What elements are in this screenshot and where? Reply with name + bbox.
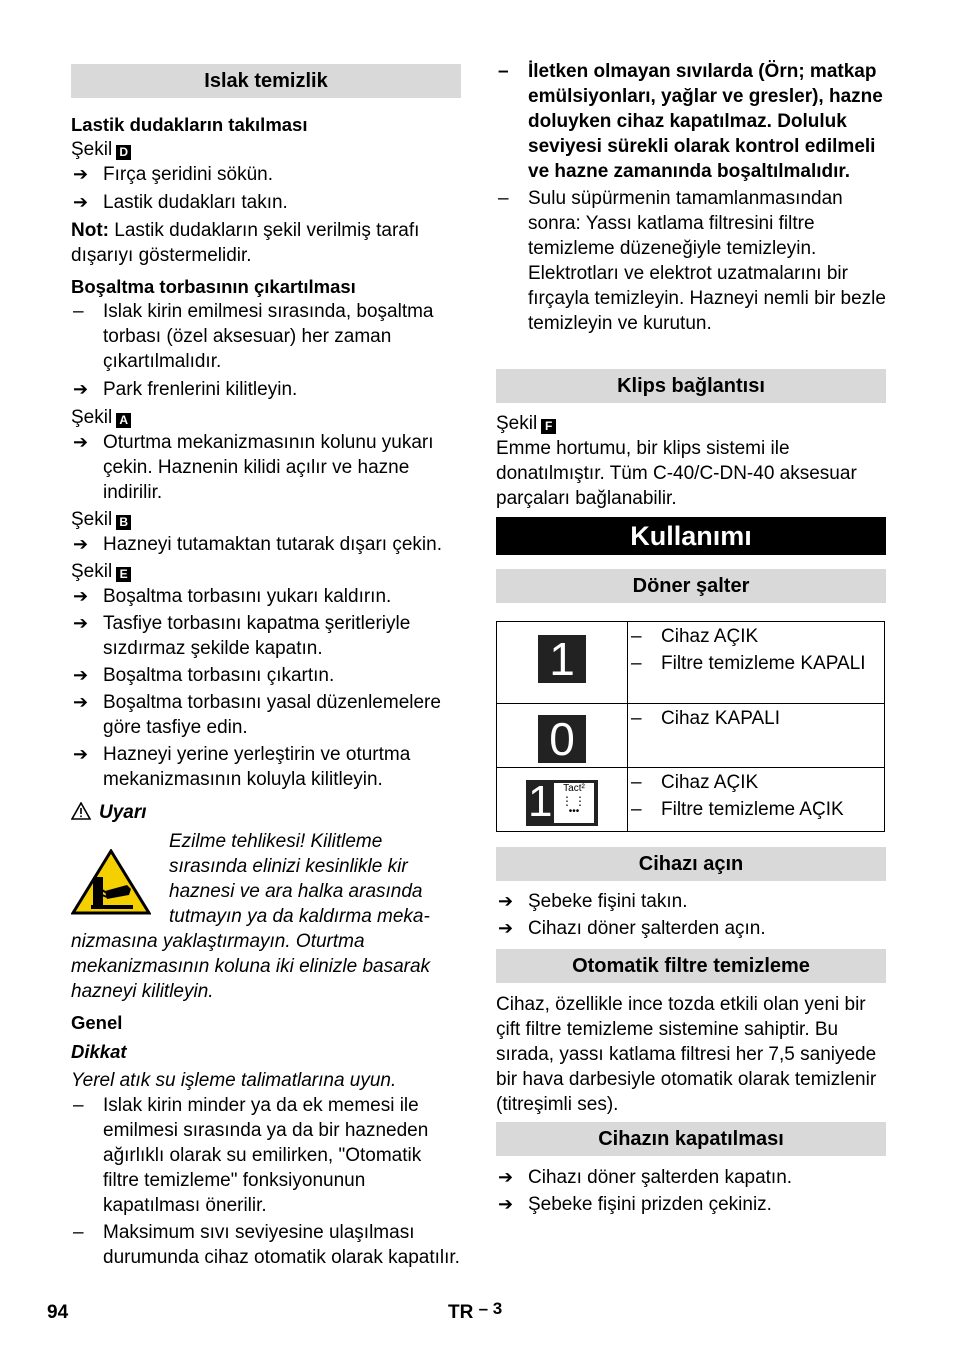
warning-triangle-icon <box>71 802 91 820</box>
step-item: ➔ Şebeke fişini takın. <box>498 891 688 912</box>
heading-general: Genel <box>71 1012 123 1033</box>
arrow-icon: ➔ <box>73 586 89 606</box>
figure-ref-f: Şekil F <box>496 411 886 436</box>
step-item: ➔ Boşaltma torbasını çıkartın. <box>73 665 335 686</box>
figure-ref-b: Şekil B <box>71 507 461 532</box>
step-item: ➔ Hazneyi yerine yerleştirin ve oturtma mekanizmasının koluyla kilitleyin. <box>73 744 411 790</box>
step-item: ➔ Boşaltma torbasını yasal düzenlemelere göre tasfiye edin. <box>73 692 441 738</box>
section-heading-switch: Döner şalter <box>496 569 886 603</box>
arrow-icon: ➔ <box>73 432 89 452</box>
section-heading-wet-cleaning: Islak temizlik <box>71 64 461 98</box>
switch-on-steps <box>496 889 886 941</box>
dash-item: – Maksimum sıvı seviyesine ulaşılması durumunda cihaz otomatik olarak kapatılır. <box>73 1222 460 1268</box>
step-item: ➔ Şebeke fişini prizden çekiniz. <box>498 1194 772 1215</box>
step-item: ➔ Cihazı döner şalterden açın. <box>498 918 766 939</box>
step-item: ➔ Fırça şeridini sökün. <box>73 164 274 185</box>
section-heading-clip: Klips bağlantısı <box>496 369 886 403</box>
crush-hazard-icon <box>71 849 151 915</box>
figure-ref-d: Şekil D <box>71 137 461 162</box>
dash-item: – Islak kirin minder ya da ek memesi ile emilmesi sırasında ya da bir hazneden ağırlıklı olarak su emilirken, "Otomatik filtre temizleme" fonksiyonunun kapatılması önerilir. <box>73 1095 429 1216</box>
warning-text-a: Ezilme tehlikesi! Kilitleme sırasında elinizi kesinlikle kir haznesi ve ara halka arasında tutmayın ya da kaldırma meka- <box>169 831 430 927</box>
auto-filter-text: Cihaz, özellikle ince tozda etkili olan yeni bir çift filtre temizleme sistemine sahiptir. Bu sırada, yassı katlama filtresi her 7,5 saniyede bir hava darbesiyle otomatik olarak temizlenir (titreşimli ses). <box>496 994 877 1115</box>
switch-table <box>496 621 885 832</box>
dash-item: – Islak kirin emilmesi sırasında, boşaltma torbası (özel aksesuar) her zaman çıkartılmalıdır. <box>73 301 434 372</box>
chapter-title-usage: Kullanımı <box>496 517 886 555</box>
arrow-icon: ➔ <box>498 1194 514 1214</box>
left-column-top <box>71 112 461 792</box>
step-item: ➔ Oturtma mekanizmasının kolunu yukarı çekin. Haznenin kilidi açılır ve hazne indirilir. <box>73 432 434 503</box>
switch-row: 0 – Cihaz KAPALI <box>497 704 885 768</box>
switch-symbol-1-tact: 1 Tact² ⋮⋮ ••• <box>526 780 598 826</box>
arrow-icon: ➔ <box>73 379 89 399</box>
arrow-icon: ➔ <box>498 918 514 938</box>
page-number: 94 <box>47 1302 69 1323</box>
arrow-icon: ➔ <box>498 891 514 911</box>
arrow-icon: ➔ <box>73 164 89 184</box>
note-paragraph: Not: Lastik dudakların şekil verilmiş tarafı dışarıyı göstermelidir. <box>71 220 420 266</box>
heading-rubber-lips: Lastik dudakların takılması <box>71 114 308 135</box>
caution-label: Dikkat <box>71 1041 127 1062</box>
section-heading-auto-filter: Otomatik filtre temizleme <box>496 949 886 983</box>
figure-ref-a: Şekil A <box>71 405 461 430</box>
step-item: ➔ Park frenlerini kilitleyin. <box>73 379 298 400</box>
heading-drain-bag: Boşaltma torbasının çıkartılması <box>71 276 356 297</box>
dash-item: – Sulu süpürmenin tamamlanmasından sonra: Yassı katlama filtresini filtre temizleme düzeneğiyle temizleyin. Elektrotları ve elektrot uzatmalarını bir fırçayla temizleyin. Hazneyi nemli bir bezle temizleyin ve kurutun. <box>498 188 886 334</box>
arrow-icon: ➔ <box>73 192 89 212</box>
footer-lang: TR – 3 <box>448 1299 503 1323</box>
section-heading-switch-on: Cihazı açın <box>496 847 886 881</box>
caution-text: Yerel atık su işleme talimatlarına uyun. <box>71 1070 397 1091</box>
figure-ref-e: Şekil E <box>71 559 461 584</box>
general-block <box>71 1010 461 1270</box>
tact-dots-icon: ⋮⋮ <box>561 794 587 808</box>
arrow-icon: ➔ <box>73 692 89 712</box>
step-item: ➔ Tasfiye torbasını kapatma şeritleriyle sızdırmaz şekilde kapatın. <box>73 613 411 659</box>
step-item: ➔ Lastik dudakları takın. <box>73 192 288 213</box>
right-column-top <box>496 59 886 336</box>
switch-row: 1 – Cihaz AÇIK – Filtre temizleme KAPALI <box>497 622 885 704</box>
warning-block <box>71 800 461 1004</box>
warning-text-b: nizmasına yaklaştırmayın. Oturtma mekanizmasının koluna iki elinizle basarak hazneyi kilitleyin. <box>71 931 431 1002</box>
dash-item-bold: – İletken olmayan sıvılarda (Örn; matkap emülsiyonları, yağlar ve gresler), hazne doluyken cihaz kapatılmaz. Doluluk seviyesi sürekli olarak kontrol edilmeli ve hazne zamanında boşaltılmalıdır. <box>498 61 883 182</box>
switch-row: 1 Tact² ⋮⋮ ••• – Cihaz AÇIK – Filtre temizleme AÇIK <box>497 768 885 832</box>
arrow-icon: ➔ <box>498 1167 514 1187</box>
arrow-icon: ➔ <box>73 665 89 685</box>
step-item: ➔ Boşaltma torbasını yukarı kaldırın. <box>73 586 392 607</box>
switch-off-steps <box>496 1165 886 1217</box>
step-item: ➔ Hazneyi tutamaktan tutarak dışarı çekin. <box>73 534 442 555</box>
warning-label: Uyarı <box>99 802 147 823</box>
arrow-icon: ➔ <box>73 613 89 633</box>
switch-symbol-0: 0 <box>538 715 586 763</box>
clip-block <box>496 411 886 511</box>
clip-text: Emme hortumu, bir klips sistemi ile donatılmıştır. Tüm C-40/C-DN-40 aksesuar parçaları bağlanabilir. <box>496 438 857 509</box>
arrow-icon: ➔ <box>73 744 89 764</box>
switch-symbol-1: 1 <box>538 635 586 683</box>
step-item: ➔ Cihazı döner şalterden kapatın. <box>498 1167 793 1188</box>
arrow-icon: ➔ <box>73 534 89 554</box>
section-heading-switch-off: Cihazın kapatılması <box>496 1122 886 1156</box>
